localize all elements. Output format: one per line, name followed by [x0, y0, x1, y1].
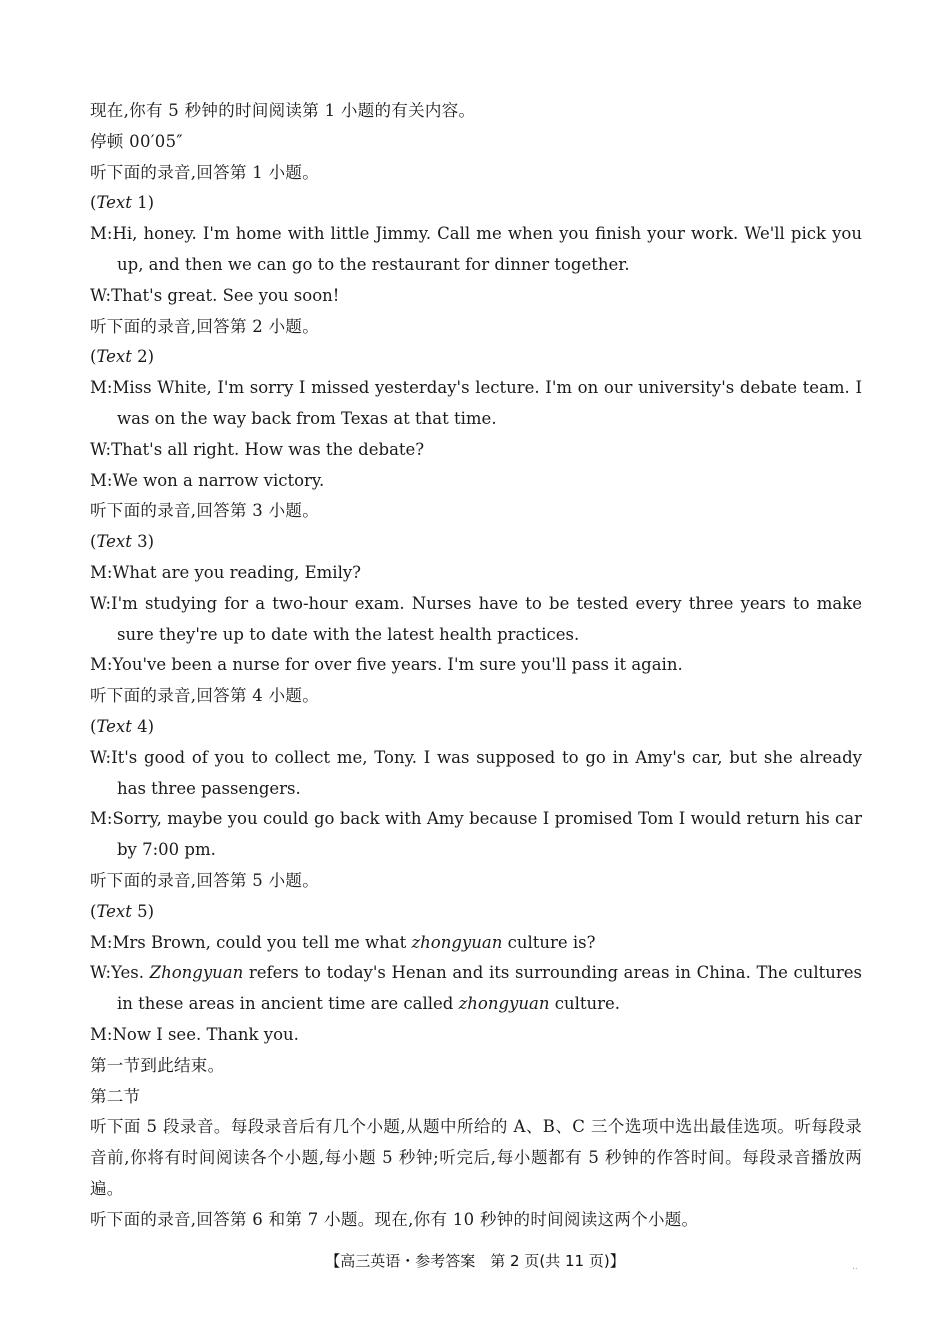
document-body — [90, 96, 862, 1235]
instruction-line: 听下面的录音,回答第 5 小题。 — [90, 870, 320, 890]
dialog-line: M:Hi, honey. I'm home with little Jimmy. Call me when you finish your work. We'll pick you up, and then we can go to the restaurant for dinner together. — [90, 224, 862, 274]
instruction-line: 听下面的录音,回答第 2 小题。 — [90, 316, 320, 336]
text-label: (Text 1) — [90, 193, 155, 213]
footer-mark: .. — [852, 1262, 858, 1272]
instruction-line: 现在,你有 5 秒钟的时间阅读第 1 小题的有关内容。 — [90, 101, 476, 120]
instruction-line: 听下面的录音,回答第 1 小题。 — [90, 162, 320, 182]
section-heading: 第二节 — [90, 1086, 141, 1106]
dialog-line: W:It's good of you to collect me, Tony. I was supposed to go in Amy's car, but she already has three passengers. — [90, 747, 862, 798]
instruction-line: 听下面的录音,回答第 3 小题。 — [90, 501, 320, 521]
text-label: (Text 2) — [90, 347, 155, 367]
dialog-line: W:Yes. Zhongyuan refers to today's Henan and its surrounding areas in China. The cultures in these areas in ancient time are called zhongyuan culture. — [90, 963, 862, 1014]
dialog-line: W:That's great. See you soon! — [90, 285, 340, 305]
dialog-line: M:You've been a nurse for over five years. I'm sure you'll pass it again. — [90, 655, 683, 675]
dialog-line: W:I'm studying for a two-hour exam. Nurses have to be tested every three years to make sure they're up to date with the latest health practices. — [90, 593, 862, 644]
pause-line: 停顿 00′05″ — [90, 131, 183, 151]
dialog-line: M:We won a narrow victory. — [90, 470, 325, 490]
dialog-line: M:Now I see. Thank you. — [90, 1024, 299, 1044]
instruction-line: 听下面的录音,回答第 4 小题。 — [90, 686, 320, 706]
page-footer: 【高三英语・参考答案 第 2 页(共 11 页)】 — [325, 1252, 625, 1270]
dialog-line: M:What are you reading, Emily? — [90, 562, 362, 582]
section-instructions: 听下面 5 段录音。每段录音后有几个小题,从题中所给的 A、B、C 三个选项中选出最佳选项。听每段录音前,你将有时间阅读各个小题,每小题 5 秒钟;听完后,每小题都有 5 秒钟的作答时间。每段录音播放两遍。 — [90, 1117, 862, 1198]
text-label: (Text 4) — [90, 716, 155, 736]
text-label: (Text 3) — [90, 532, 155, 552]
dialog-line: M:Miss White, I'm sorry I missed yesterday's lecture. I'm on our university's debate team. I was on the way back from Texas at that time. — [90, 378, 862, 428]
dialog-line: M:Mrs Brown, could you tell me what zhongyuan culture is? — [90, 932, 596, 952]
instruction-line: 听下面的录音,回答第 6 和第 7 小题。现在,你有 10 秒钟的时间阅读这两个小题。 — [90, 1209, 699, 1229]
dialog-line: M:Sorry, maybe you could go back with Amy because I promised Tom I would return his car by 7:00 pm. — [90, 809, 862, 860]
section-end-line: 第一节到此结束。 — [90, 1055, 225, 1075]
dialog-line: W:That's all right. How was the debate? — [90, 439, 425, 459]
text-label: (Text 5) — [90, 901, 155, 921]
